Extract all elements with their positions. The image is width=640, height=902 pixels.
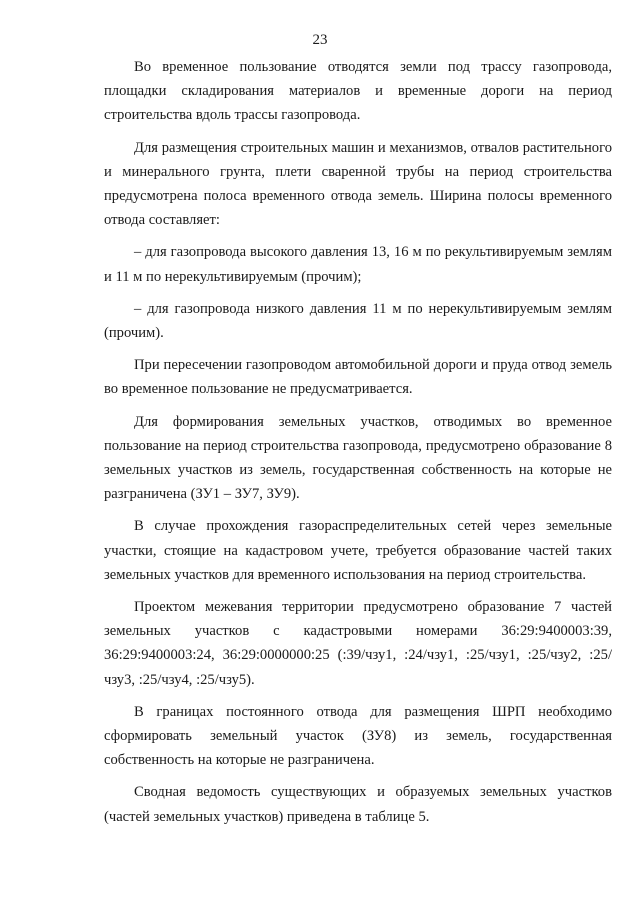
paragraph-plot-parts: Проектом межевания территории предусмотрено образование 7 частей земельных участков с кадастровыми номерами 36:29:9400003:39, 36:29:9400003:24, 36:29:0000000:25 (:39/чзу1, :24/чзу1, :25/чзу1, :25/чзу2, :25/чзу3, :25/чзу4, :25/чзу5). <box>104 599 612 688</box>
paragraph-shrp-plot: В границах постоянного отвода для размещения ШРП необходимо сформировать земельный участок (ЗУ8) из земель, государственная собственность на которые не разграничена. <box>104 703 612 769</box>
list-item-high-pressure: – для газопровода высокого давления 13, 16 м по рекультивируемым землям и 11 м по нерекультивируемым (прочим); <box>104 244 612 285</box>
paragraph-strip-width: Для размещения строительных машин и механизмов, отвалов растительного и минерального грунта, плети сваренной трубы на период строительства предусмотрена полоса временного отвода земель. Ширина полосы временного отвода составляет: <box>104 139 612 229</box>
paragraph-temporary-use: Во временное пользование отводятся земли под трассу газопровода, площадки складирования материалов и временные дороги на период строительства вдоль трассы газопровода. <box>104 59 612 124</box>
body-text <box>104 55 612 829</box>
paragraph-land-plots: Для формирования земельных участков, отводимых во временное пользование на период строительства газопровода, предусмотрено образование 8 земельных участков из земель, государственная собственность на которые не разграничена (ЗУ1 – ЗУ7, ЗУ9). <box>104 413 612 503</box>
paragraph-road-crossing: При пересечении газопроводом автомобильной дороги и пруда отвод земель во временное пользование не предусматривается. <box>104 357 612 398</box>
page-number: 23 <box>312 32 328 48</box>
paragraph-summary-table: Сводная ведомость существующих и образуемых земельных участков (частей земельных участков) приведена в таблице 5. <box>104 784 612 825</box>
list-item-low-pressure: – для газопровода низкого давления 11 м по нерекультивируемым землям (прочим). <box>104 300 612 342</box>
paragraph-cadastral-parts: В случае прохождения газораспределительных сетей через земельные участки, стоящие на кадастровом учете, требуется образование частей таких земельных участков для временного использования на период строительства. <box>104 518 612 583</box>
